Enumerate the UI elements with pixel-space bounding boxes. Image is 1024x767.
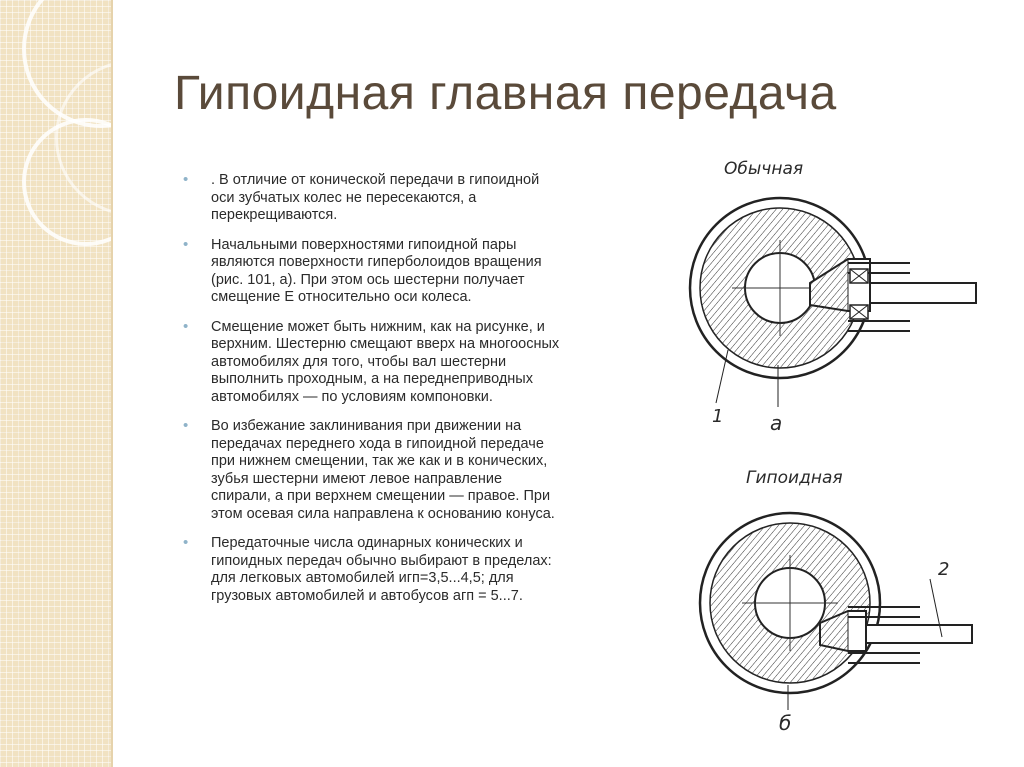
bullet-item: [183, 319, 563, 407]
bullet-text: Начальными поверхностями гипоидной пары являются поверхности гиперболоидов вращения (рис. 101, а). При этом ось шестерни получает смещение Е относительно оси колеса.: [211, 236, 542, 305]
bullet-text: Смещение может быть нижним, как на рисунке, и верхним. Шестерню смещают вверх на многоосных автомобилях для того, чтобы вал шестерни выполнить проходным, а на переднеприводных автомобилях — по условиям компоновки.: [211, 318, 560, 405]
hypoid-gear-drawing: [700, 513, 972, 710]
bullet-item: [183, 172, 563, 225]
gear-diagram: [660, 145, 990, 745]
bullet-item: [183, 418, 563, 523]
bullet-dot-icon: •: [183, 417, 189, 434]
bullet-list: [183, 172, 563, 617]
bullet-text: Передаточные числа одинарных конических и гипоидных передач обычно выбирают в пределах: для легковых автомобилей игп=3,5...4,5; для грузовых автомобилей и автобусов агп = 5...7.: [211, 535, 552, 604]
bullet-dot-icon: •: [183, 317, 189, 335]
bullet-item: [183, 237, 563, 307]
conventional-gear-drawing: [690, 198, 976, 407]
bullet-dot-icon: •: [183, 235, 189, 253]
label-conventional: Обычная: [724, 159, 804, 179]
bullet-item: [183, 535, 563, 605]
bullet-text: Во избежание заклинивания при движении на передачах переднего хода в гипоидной передаче при нижнем смещении, так же как и в конических, зубья шестерни имеют левое направление спирали, а при верхнем смещении — правое. При этом осевая сила направлена к основанию конуса.: [211, 418, 555, 522]
decorative-side-strip: [0, 0, 113, 767]
bullet-text: . В отличие от конической передачи в гипоидной оси зубчатых колес не пересекаются, а перекрещиваются.: [211, 172, 540, 223]
label-diagram-a: а: [770, 411, 783, 435]
bullet-dot-icon: •: [183, 534, 189, 551]
slide-title: Гипоидная главная передача: [174, 67, 837, 120]
label-diagram-b: б: [779, 711, 792, 735]
label-hypoid: Гипоидная: [746, 468, 843, 488]
gear-diagram-figure: [660, 145, 990, 745]
label-part-1: 1: [712, 406, 724, 427]
bullet-dot-icon: •: [183, 171, 189, 188]
label-part-2: 2: [938, 559, 950, 580]
